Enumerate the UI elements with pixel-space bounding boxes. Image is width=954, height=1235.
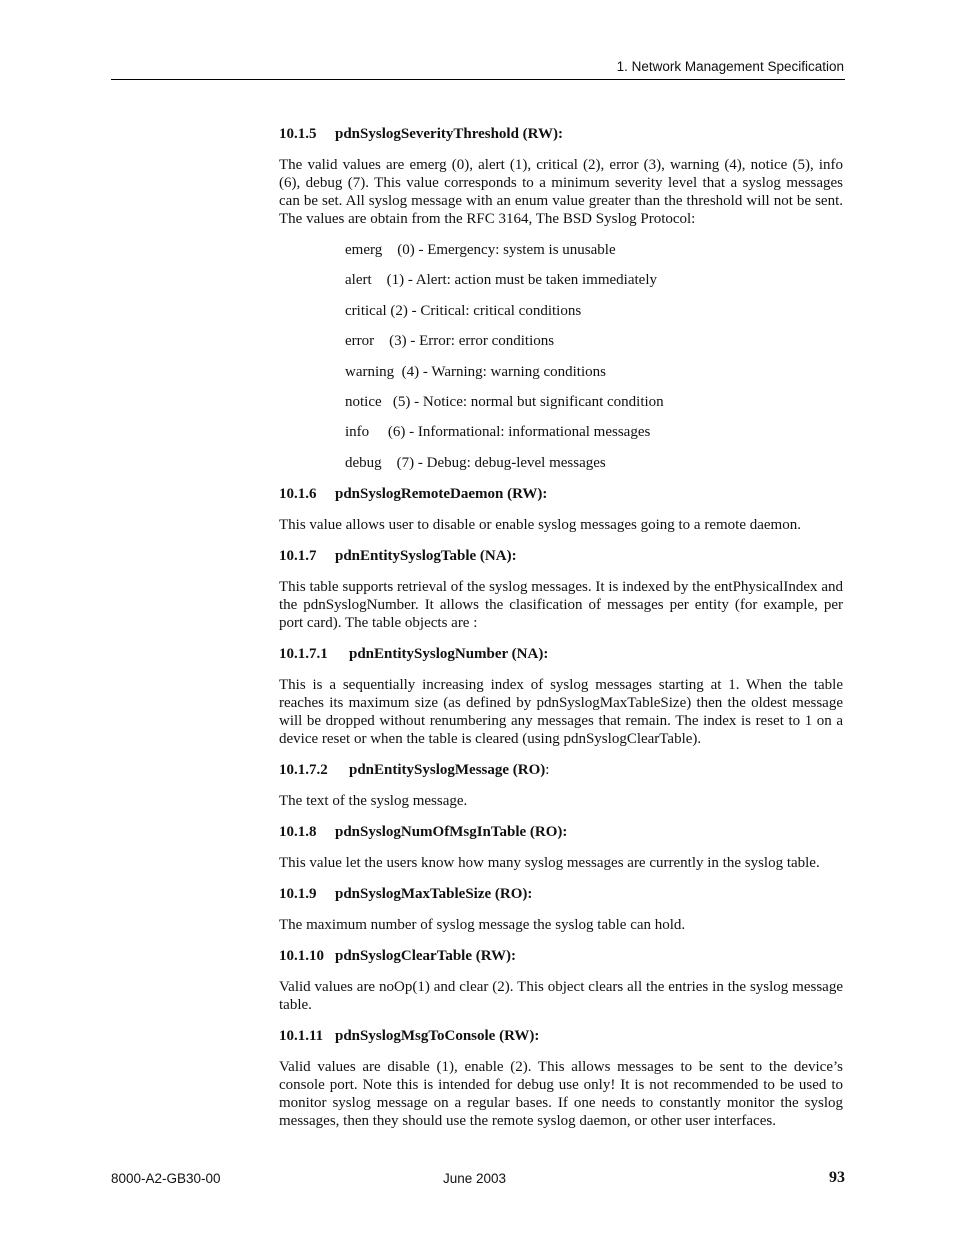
severity-level-item: debug (7) - Debug: debug-level messages <box>345 454 606 471</box>
section-number: 10.1.6 <box>279 485 317 502</box>
section-heading <box>279 761 843 779</box>
severity-level-item: notice (5) - Notice: normal but significant condition <box>345 393 664 410</box>
page-footer <box>111 1171 845 1191</box>
section-10-1-10 <box>279 947 843 1014</box>
severity-level-item: info (6) - Informational: informational messages <box>345 424 651 441</box>
section-10-1-7-1 <box>279 645 843 748</box>
section-number: 10.1.7 <box>279 547 317 564</box>
severity-level-list <box>345 241 843 472</box>
section-10-1-6 <box>279 485 843 534</box>
section-number: 10.1.7.1 <box>279 645 328 662</box>
section-heading <box>279 485 843 503</box>
publication-date: June 2003 <box>443 1171 507 1186</box>
section-10-1-7 <box>279 547 843 632</box>
page-number: 93 <box>829 1169 845 1186</box>
section-heading <box>279 823 843 841</box>
section-title: pdnEntitySyslogMessage (RO) <box>349 761 546 778</box>
section-10-1-7-2 <box>279 761 843 810</box>
section-10-1-8 <box>279 823 843 872</box>
section-title: pdnSyslogRemoteDaemon (RW): <box>335 485 548 502</box>
section-10-1-9 <box>279 885 843 934</box>
section-body: Valid values are noOp(1) and clear (2). This object clears all the entries in the syslog message table. <box>279 978 843 1013</box>
section-10-1-5 <box>279 125 843 472</box>
section-heading <box>279 645 843 663</box>
severity-level-item: alert (1) - Alert: action must be taken immediately <box>345 272 657 289</box>
section-body: This value allows user to disable or enable syslog messages going to a remote daemon. <box>279 516 801 533</box>
section-body: The text of the syslog message. <box>279 792 468 809</box>
section-number: 10.1.9 <box>279 885 317 902</box>
section-body: This is a sequentially increasing index of syslog messages starting at 1. When the table reaches its maximum size (as defined by pdnSyslogMaxTableSize) then the oldest message will be dropped without renumbering any messages that remain. The index is reset to 1 on a device reset or when the table is cleared (using pdnSyslogClearTable). <box>279 676 843 747</box>
document-id: 8000-A2-GB30-00 <box>111 1171 221 1186</box>
section-body: This value let the users know how many syslog messages are currently in the syslog table. <box>279 854 820 871</box>
section-title: pdnEntitySyslogNumber (NA): <box>349 645 549 662</box>
section-number: 10.1.10 <box>279 947 324 964</box>
section-body: This table supports retrieval of the syslog messages. It is indexed by the entPhysicalIndex and the pdnSyslogNumber. It allows the clasification of messages per entity (for example, per port card). The table objects are : <box>279 578 843 631</box>
section-title: pdnSyslogNumOfMsgInTable (RO): <box>335 823 568 840</box>
section-heading <box>279 1027 843 1045</box>
severity-level-item: critical (2) - Critical: critical conditions <box>345 302 582 319</box>
severity-level-item: error (3) - Error: error conditions <box>345 333 555 350</box>
section-heading <box>279 125 843 143</box>
header-rule <box>111 79 845 80</box>
severity-level-item: warning (4) - Warning: warning conditions <box>345 363 606 380</box>
section-title-colon: : <box>545 761 550 778</box>
section-heading <box>279 885 843 903</box>
section-10-1-11 <box>279 1027 843 1130</box>
section-heading <box>279 547 843 565</box>
section-title: pdnSyslogMaxTableSize (RO): <box>335 885 533 902</box>
section-title: pdnSyslogSeverityThreshold (RW): <box>335 126 563 142</box>
section-title: pdnSyslogMsgToConsole (RW): <box>335 1027 540 1044</box>
running-header: 1. Network Management Specification <box>616 59 844 74</box>
section-body: The maximum number of syslog message the syslog table can hold. <box>279 916 686 933</box>
severity-level-item: emerg (0) - Emergency: system is unusable <box>345 242 616 258</box>
section-title: pdnSyslogClearTable (RW): <box>335 947 517 964</box>
page-content <box>279 125 843 1143</box>
section-heading <box>279 947 843 965</box>
section-body: Valid values are disable (1), enable (2). This allows messages to be sent to the device’s console port. Note this is intended for debug use only! It is not recommended to be used to monitor syslog message on a regular bases. If one needs to constantly monitor the syslog messages, then they should use the remote syslog daemon, or other user interfaces. <box>279 1058 843 1129</box>
section-number: 10.1.8 <box>279 823 317 840</box>
section-body: The valid values are emerg (0), alert (1), critical (2), error (3), warning (4), notice (5), info (6), debug (7). This value corresponds to a minimum severity level that a syslog messages can be set. All syslog message with an enum value greater than the threshold will not be sent. The values are obtain from the RFC 3164, The BSD Syslog Protocol: <box>279 157 843 227</box>
section-number: 10.1.11 <box>279 1027 324 1044</box>
section-title: pdnEntitySyslogTable (NA): <box>335 547 517 564</box>
section-number: 10.1.5 <box>279 126 317 142</box>
section-number: 10.1.7.2 <box>279 761 328 778</box>
